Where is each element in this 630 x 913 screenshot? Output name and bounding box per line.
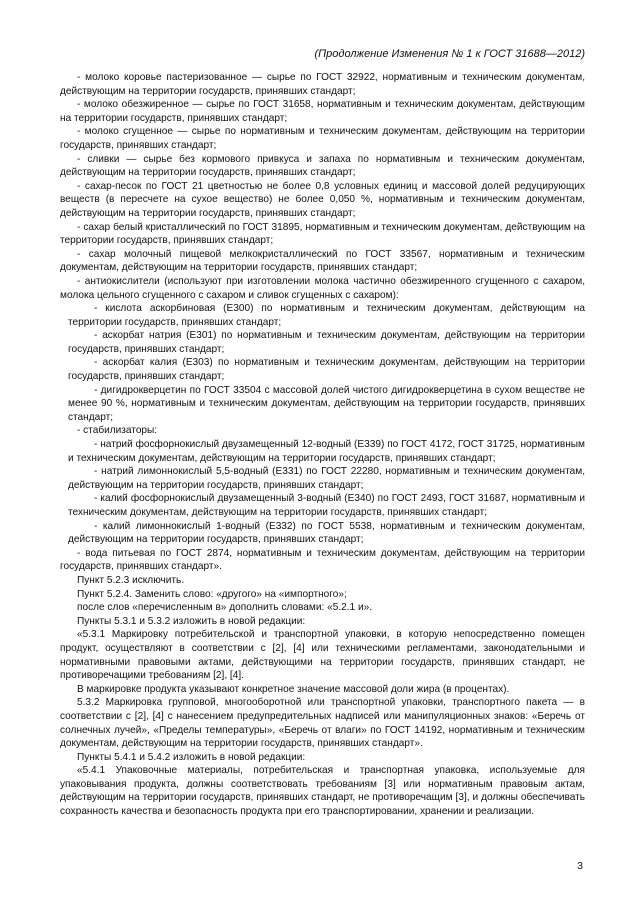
paragraph: - аскорбат калия (Е303) по нормативным и техническим документам, действующим на территории государств, принявших стандарт; (68, 357, 585, 383)
paragraph: - натрий фосфорнокислый двузамещенный 12-водный (Е339) по ГОСТ 4172, ГОСТ 31725, нормативным и техническим документам, действующим на территории государств, принявших стандарт; (68, 439, 585, 464)
paragraph: - стабилизаторы: (77, 425, 158, 437)
document-body (60, 71, 585, 819)
paragraph: Пункты 5.4.1 и 5.4.2 изложить в новой редакции: (77, 751, 306, 763)
paragraph: - калий фосфорнокислый двузамещенный 3-водный (Е340) по ГОСТ 2493, ГОСТ 31687, нормативным и техническим документам, действующим на территории государств, принявших стандарт; (68, 493, 585, 518)
paragraph: Пункт 5.2.3 исключить. (77, 574, 185, 586)
paragraph: Пункты 5.3.1 и 5.3.2 изложить в новой редакции: (77, 615, 306, 627)
paragraph: - сливки — сырье без кормового привкуса и запаха по нормативным и техническим документам, действующим на территории государств, принявших стандарт; (60, 153, 585, 179)
paragraph: 5.3.2 Маркировка групповой, многооборотной или транспортной упаковки, транспортного пакета — в соответствии с [2], [4] с нанесением предупредительных надписей или манипуляционных знаков: «Беречь от солнечных лучей», «Пределы температуры», «Беречь от влаги» по ГОСТ 14192, нормативным и техническим документам, действующим на территории государств, принявших стандарт». (60, 697, 585, 750)
paragraph: Пункт 5.2.4. Заменить слово: «другого» на «импортного»; (77, 588, 347, 600)
paragraph: - калий лимоннокислый 1-водный (Е332) по ГОСТ 5538, нормативным и техническим документам, действующим на территории государств, принявших стандарт; (68, 520, 585, 546)
paragraph: - дигидрокверцетин по ГОСТ 33504 с массовой долей чистого дигидрокверцетина в сухом веществе не менее 90 %, нормативным и техническим документам, действующим на территории государств, принявших стандарт; (68, 384, 585, 423)
paragraph: после слов «перечисленным в» дополнить словами: «5.2.1 и». (77, 602, 373, 614)
paragraph: «5.4.1 Упаковочные материалы, потребительская и транспортная упаковка, используемые для упаковывания продукта, должны соответствовать требованиям [3] или нормативным правовым актам, действующим на территории государств, принявших стандарт, не противоречащим [3], и должны обеспечивать сохранность качества и безопасность продукта при его транспортировании, хранении и реализации. (60, 765, 585, 818)
paragraph: - сахар молочный пищевой мелкокристаллический по ГОСТ 33567, нормативным и техническим документам, действующим на территории государств, принявших стандарт; (60, 248, 585, 274)
paragraph: - молоко коровье пастеризованное — сырье по ГОСТ 32922, нормативным и техническим документам, действующим на территории государств, принявших стандарт; (60, 72, 585, 97)
paragraph: - кислота аскорбиновая (Е300) по нормативным и техническим документам, действующим на территории государств, принявших стандарт; (68, 303, 585, 328)
page-header: (Продолжение Изменения № 1 к ГОСТ 31688—2012) (314, 48, 585, 60)
paragraph: «5.3.1 Маркировку потребительской и транспортной упаковки, в которую непосредственно помещен продукт, осуществляют в соответствии с [2], [4] или техническими регламентами, законодательными и нормативными правовыми актами, действующими на территории государств, принявших стандарт, не противоречащими требованиям [2], [4]. (60, 629, 585, 682)
paragraph: - сахар белый кристаллический по ГОСТ 31895, нормативным и техническим документам, действующим на территории государств, принявших стандарт; (60, 221, 585, 247)
paragraph: - натрий лимоннокислый 5,5-водный (Е331) по ГОСТ 22280, нормативным и техническим документам, действующим на территории государств, принявших стандарт; (68, 466, 585, 491)
paragraph: - молоко сгущенное — сырье по нормативным и техническим документам, действующим на территории государств, принявших стандарт; (60, 126, 585, 151)
paragraph: - сахар-песок по ГОСТ 21 цветностью не более 0,8 условных единиц и массовой долей редуцирующих веществ (в пересчете на сухое вещество) не более 0,050 %, нормативным и техническим документам, действующим на территории государств, принявших стандарт; (60, 180, 585, 219)
page-number: 3 (577, 860, 583, 872)
paragraph: - вода питьевая по ГОСТ 2874, нормативным и техническим документам, действующим на территории государств, принявших стандарт». (60, 547, 585, 573)
paragraph: В маркировке продукта указывают конкретное значение массовой доли жира (в процентах). (77, 683, 510, 695)
paragraph: - антиокислители (используют при изготовлении молока частично обезжиренного сгущенного с сахаром, молока цельного сгущенного с сахаром и сливок сгущенных с сахаром): (60, 275, 585, 301)
paragraph: - аскорбат натрия (Е301) по нормативным и техническим документам, действующим на территории государств, принявших стандарт; (68, 330, 585, 355)
paragraph: - молоко обезжиренное — сырье по ГОСТ 31658, нормативным и техническим документам, действующим на территории государств, принявших стандарт; (60, 99, 585, 124)
